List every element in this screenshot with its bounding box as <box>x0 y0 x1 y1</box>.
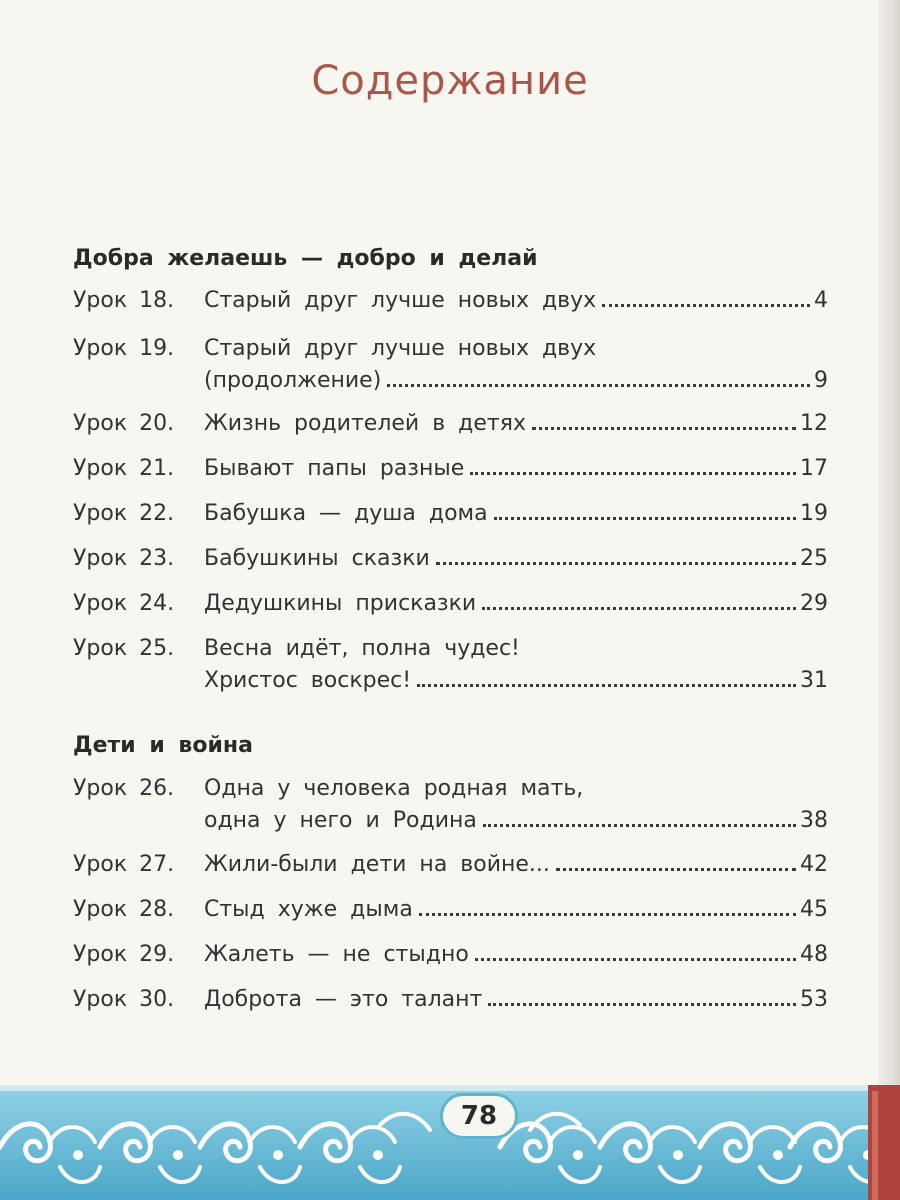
lesson-title: Жизнь родителей в детях <box>204 411 526 436</box>
page-ref: 12 <box>800 411 828 436</box>
toc-entry <box>73 776 828 838</box>
lesson-title-cont: (продолжение) <box>204 368 382 393</box>
toc-entry <box>73 288 828 318</box>
dot-leader <box>532 427 796 430</box>
dot-leader <box>488 1003 796 1006</box>
dot-leader <box>602 304 810 307</box>
lesson-title: Доброта — это талант <box>204 987 483 1012</box>
toc-entry <box>73 546 828 576</box>
lesson-title-cont: Христос воскрес! <box>204 668 412 693</box>
page-ref: 9 <box>814 368 828 393</box>
page-title: Содержание <box>311 58 589 104</box>
page-ref: 45 <box>800 897 828 922</box>
dot-leader <box>470 472 796 475</box>
page-ref: 19 <box>800 501 828 526</box>
lesson-title: Бабушка — душа дома <box>204 501 488 526</box>
dot-leader <box>482 607 796 610</box>
page-ref: 4 <box>814 288 828 313</box>
dot-leader <box>387 384 810 387</box>
section-heading: Добра желаешь — добро и делай <box>73 246 538 271</box>
dot-leader <box>556 868 796 871</box>
book-spine-shadow <box>878 0 900 1200</box>
lesson-number: Урок 28. <box>73 897 175 922</box>
page-ref: 25 <box>800 546 828 571</box>
toc-entry <box>73 636 828 698</box>
lesson-number: Урок 21. <box>73 456 175 481</box>
dot-leader <box>417 684 796 687</box>
lesson-title: Старый друг лучше новых двух <box>204 288 597 313</box>
dot-leader <box>475 958 796 961</box>
lesson-title-cont: одна у него и Родина <box>204 808 477 833</box>
lesson-title: Старый друг лучше новых двух <box>204 336 597 361</box>
dot-leader <box>494 517 796 520</box>
dot-leader <box>436 562 796 565</box>
lesson-number: Урок 22. <box>73 501 175 526</box>
toc-entry <box>73 852 828 882</box>
toc-entry <box>73 897 828 927</box>
page-ref: 42 <box>800 852 828 877</box>
page-number: 78 <box>440 1093 518 1139</box>
lesson-title: Бывают папы разные <box>204 456 465 481</box>
lesson-title: Стыд хуже дыма <box>204 897 413 922</box>
dot-leader <box>483 824 796 827</box>
lesson-title: Дедушкины присказки <box>204 591 477 616</box>
page-ref: 48 <box>800 942 828 967</box>
lesson-title: Одна у человека родная мать, <box>204 776 584 801</box>
lesson-number: Урок 20. <box>73 411 175 436</box>
toc-entry <box>73 336 828 398</box>
lesson-number: Урок 25. <box>73 636 175 661</box>
lesson-title: Жили-были дети на войне... <box>204 852 550 877</box>
lesson-number: Урок 19. <box>73 336 175 361</box>
page-ref: 29 <box>800 591 828 616</box>
toc-entry <box>73 591 828 621</box>
lesson-number: Урок 30. <box>73 987 175 1012</box>
dot-leader <box>419 913 796 916</box>
toc-entry <box>73 456 828 486</box>
lesson-title: Весна идёт, полна чудес! <box>204 636 520 661</box>
lesson-number: Урок 29. <box>73 942 175 967</box>
lesson-number: Урок 26. <box>73 776 175 801</box>
lesson-number: Урок 23. <box>73 546 175 571</box>
page-ref: 53 <box>800 987 828 1012</box>
page-ref: 17 <box>800 456 828 481</box>
lesson-number: Урок 18. <box>73 288 175 313</box>
toc-entry <box>73 411 828 441</box>
section-heading: Дети и война <box>73 733 253 758</box>
lesson-number: Урок 24. <box>73 591 175 616</box>
page-ref: 38 <box>800 808 828 833</box>
lesson-title: Бабушкины сказки <box>204 546 430 571</box>
toc-entry <box>73 501 828 531</box>
page-ref: 31 <box>800 668 828 693</box>
lesson-number: Урок 27. <box>73 852 175 877</box>
toc-entry <box>73 987 828 1017</box>
toc-entry <box>73 942 828 972</box>
lesson-title: Жалеть — не стыдно <box>204 942 469 967</box>
